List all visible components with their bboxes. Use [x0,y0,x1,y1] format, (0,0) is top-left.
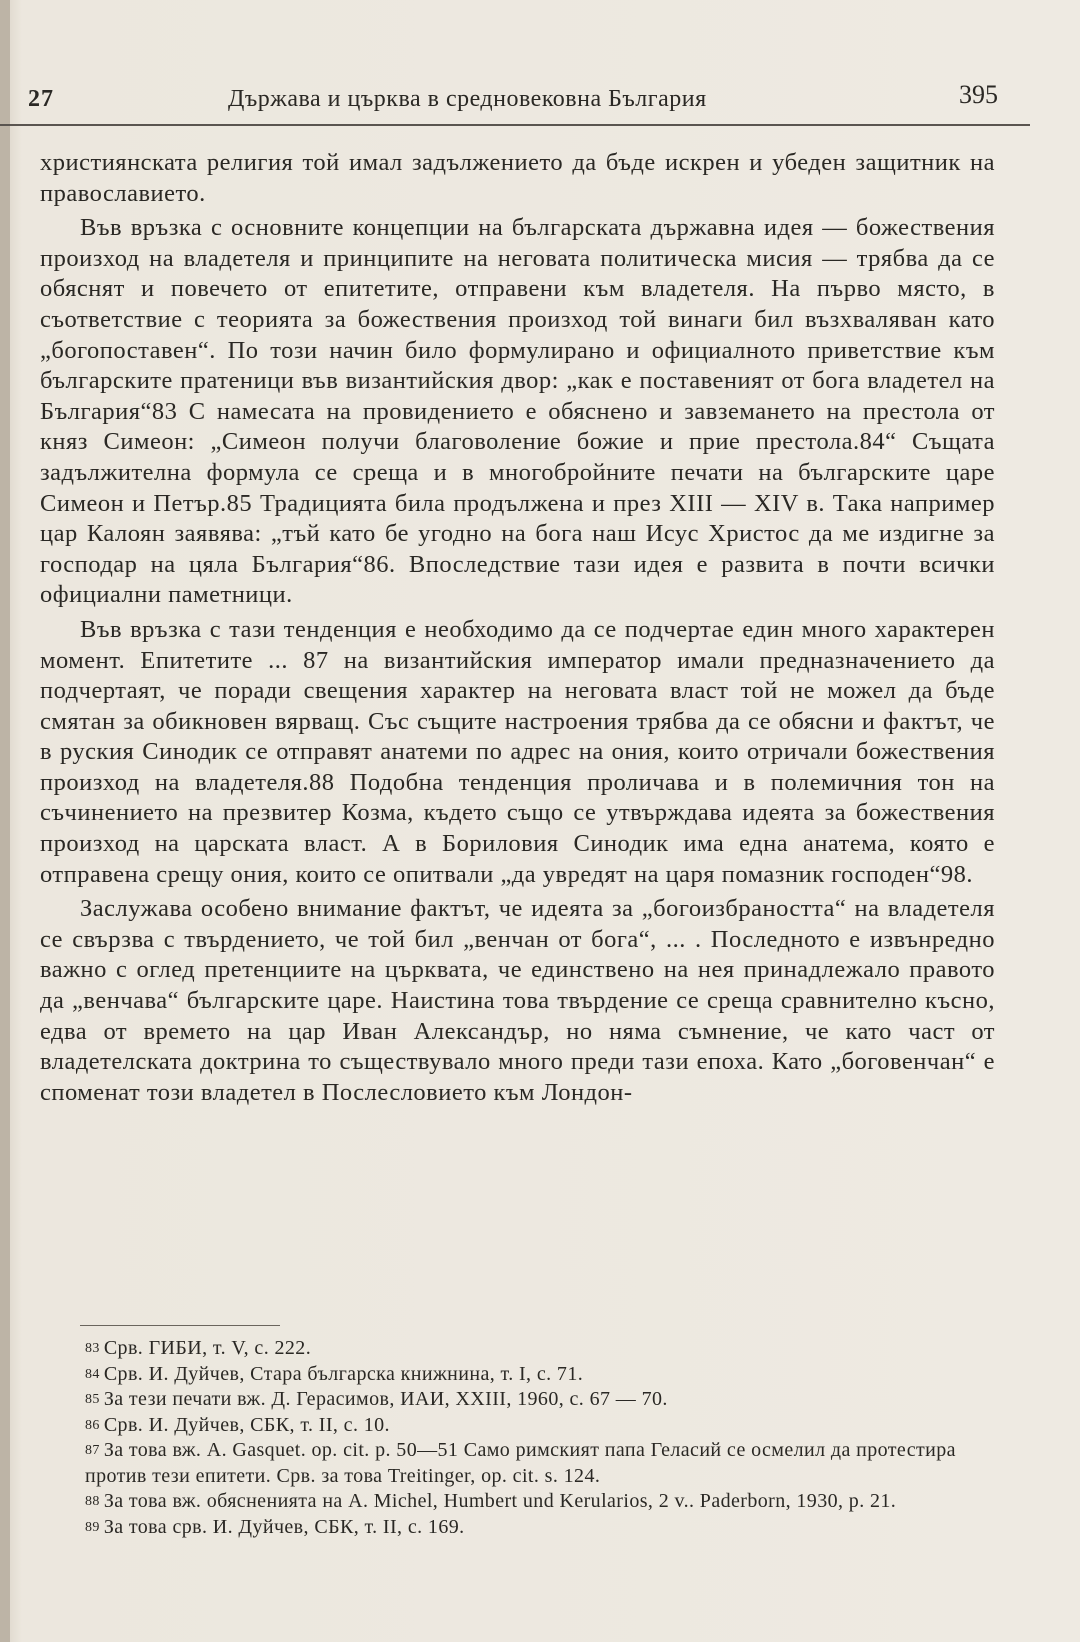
footnote-number: 89 [85,1519,100,1535]
footnote-text: За това вж. A. Gasquet. op. cit. p. 50—51 Само римският папа Геласий се осмелил да протестира против тези епитети. Срв. за това Treitinger, op. cit. s. 124. [85,1439,956,1487]
page-number: 395 [959,80,998,109]
footnote-text: За това срв. И. Дуйчев, СБК, т. II, с. 169. [103,1515,465,1538]
footnote-text: За това вж. обясненията на A. Michel, Humbert und Kerularios, 2 v.. Paderborn, 1930, p. 21. [103,1490,897,1512]
footnote [40,1387,1005,1413]
footnote-text: Срв. И. Дуйчев, СБК, т. II, с. 10. [103,1413,390,1436]
paragraph-2: Във връзка с основните концепции на българската държавна идея — божествения произход на владетеля и принципите на неговата политическа мисия — трябва да се обяснят и повечето от епитетите, отправени към владетеля. На първо място, в съответствие с теорията за божествения произход той винаги бил възхваляван като „богопоставен“. По този начин било формулирано и официалното приветствие към българските пратеници във византийския двор: „как е поставеният от бога владетел на България“83 С намесата на провидението е обяснено и завземането на престола от княз Симеон: „Симеон получи благоволение божие и прие престола.84“ Същата задължителна формула се среща и в многобройните печати на българските царе Симеон и Петър.85 Традицията била продължена и през XIII — XIV в. Така например цар Калоян заявява: „тъй като бе угодно на бога наш Исус Христос да ме издигне за господар на цяла България“86. Впоследствие тази идея е развита в почти всички официални паметници. [40,214,995,609]
paragraph-1: християнската религия той имал задължението да бъде искрен и убеден защитник на православието. [40,149,995,207]
footnote [40,1362,1005,1388]
footnote-number: 84 [85,1366,100,1382]
footnote-number: 85 [85,1392,100,1407]
footnote [40,1413,1005,1439]
paragraph-3: Във връзка с тази тенденция е необходимо да се подчертае един много характерен момент. Епитетите ... 87 на византийския император имали предназначението да подчертаят, че поради свещения характер на неговата власт той не можел да бъде смятан за обикновен вярващ. Със същите настроения трябва да се обясни и фактът, че в руския Синодик се отправят анатеми по адрес на ония, които отричали божествения произход на владетеля.88 Подобна тенденция проличава и в полемичния тон на съчинението на презвитер Козма, където също се утвърждава идеята за божествения произход на царската власт. А в Бориловия Синодик има една анатема, която е отправена срещу ония, които се опитвали „да увредят на царя помазник господен“98. [40,615,995,888]
footnote [40,1489,1005,1515]
footnotes [40,1336,1005,1540]
footnote [40,1515,1005,1541]
footnote-number: 86 [85,1417,100,1433]
running-header [28,78,1028,118]
header-rule [0,124,1030,126]
main-text [40,148,995,1108]
footnote [40,1336,1005,1362]
footnote-number: 88 [85,1494,100,1509]
binding-edge [0,0,10,1642]
header-left-number: 27 [28,86,54,112]
paragraph-4: Заслужава особено внимание фактът, че идеята за „богоизбраността“ на владетеля се свързва с твърдението, че той бил „венчан от бога“, ... . Последното е извънредно важно с оглед претенциите на църквата, че единствено на нея принадлежало правото да „венчава“ българските царе. Наистина това твърдение се среща сравнително късно, едва от времето на цар Иван Александър, но няма съмнение, че като част от владетелската доктрина то съществувало много преди тази епоха. Като „боговенчан“ е споменат този владетел в Послесловието към Лондон- [40,895,995,1106]
footnote-text: Срв. ГИБИ, т. V, с. 222. [103,1337,312,1359]
footnote-rule [80,1325,280,1326]
footnote-text: Срв. И. Дуйчев, Стара българска книжнина, т. I, с. 71. [103,1362,584,1385]
footnote [40,1438,1005,1489]
footnote-number: 83 [85,1341,100,1356]
footnote-number: 87 [85,1443,100,1458]
footnote-text: За тези печати вж. Д. Герасимов, ИАИ, XXIII, 1960, с. 67 — 70. [103,1388,668,1410]
running-title: Държава и църква в средновековна България [228,86,707,112]
